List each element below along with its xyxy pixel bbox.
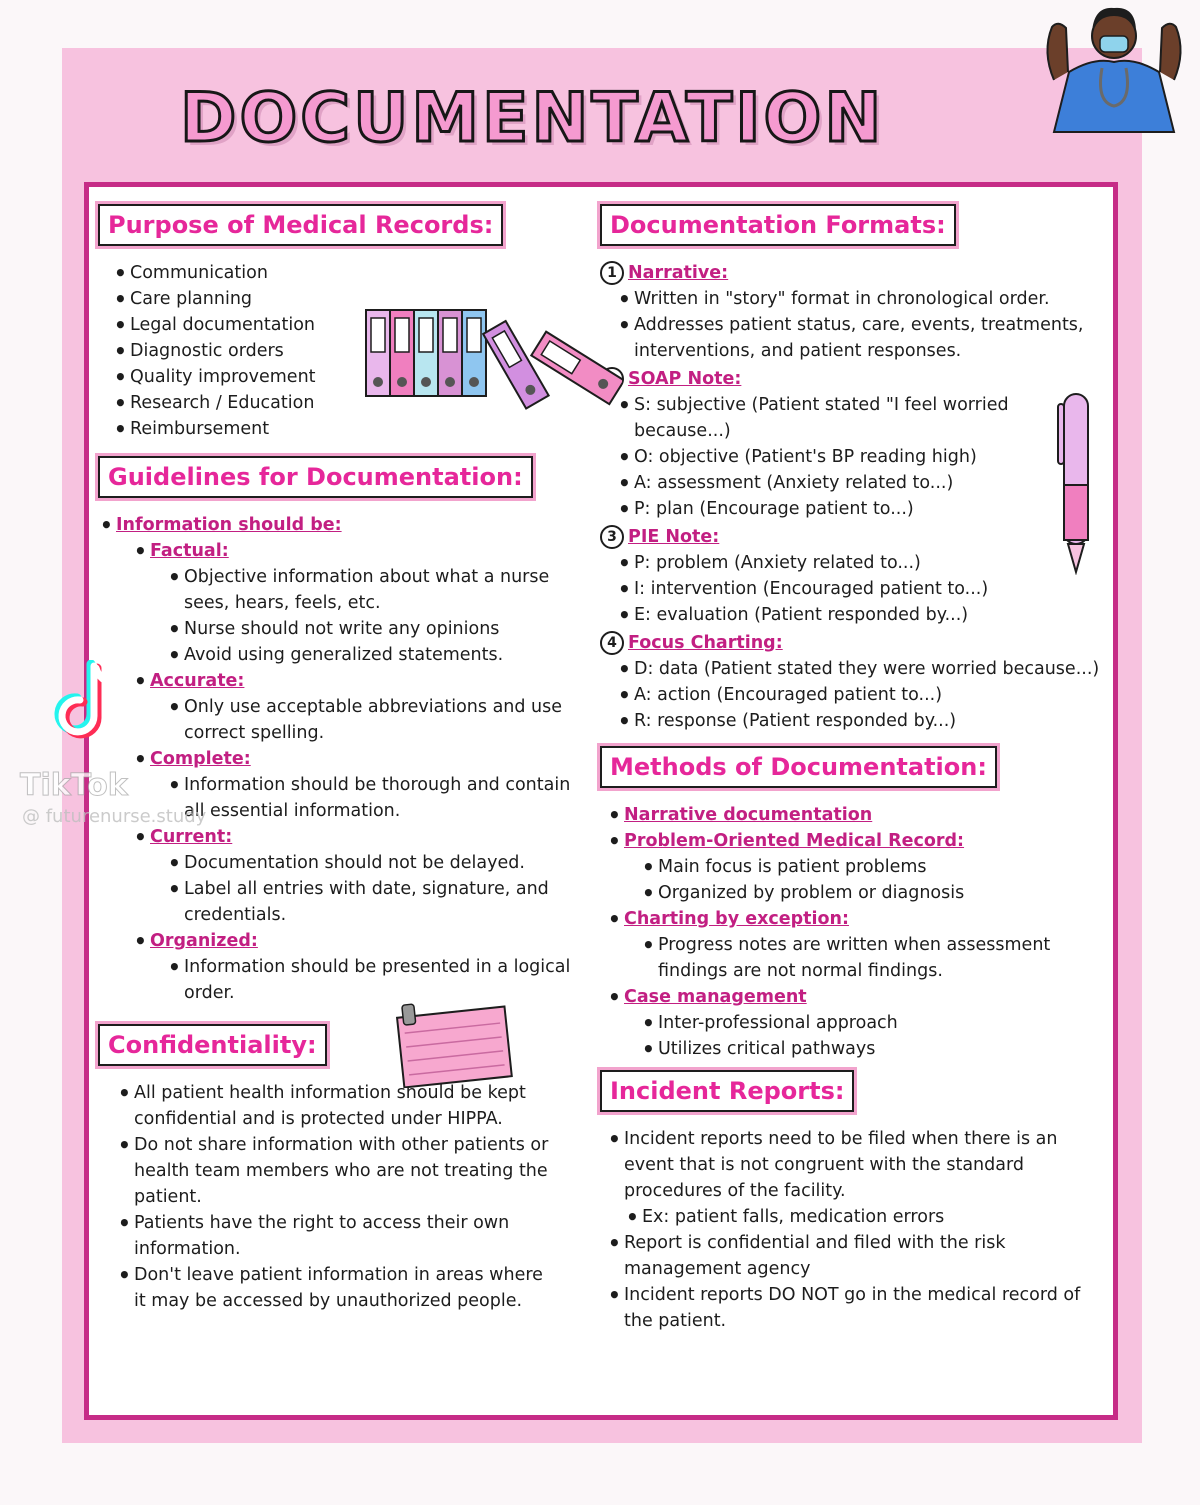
right-column <box>600 200 1105 1334</box>
list-item: • Incident reports need to be filed when there is an event that is not congruent with the standard procedures of the facility. • Ex: patient falls, medication errors <box>606 1126 1096 1230</box>
incident-heading: Incident Reports: <box>600 1070 854 1112</box>
list-item: • Information should be thorough and contain all essential information. <box>166 772 578 824</box>
list-item <box>132 668 578 746</box>
list-item: • Label all entries with date, signature, and credentials. <box>166 876 578 928</box>
guidelines-heading: Guidelines for Documentation: <box>98 456 533 498</box>
list-item: • Patients have the right to access their own information. <box>116 1210 556 1262</box>
list-item: • Ex: patient falls, medication errors <box>624 1204 1096 1230</box>
format-label: PIE Note: <box>628 527 720 547</box>
list-item: • E: evaluation (Patient responded by...) <box>616 602 1105 628</box>
sticky-note-icon <box>394 998 514 1088</box>
confidentiality-list <box>116 1080 556 1314</box>
group-label-complete: Complete: <box>150 749 251 769</box>
list-item: • A: action (Encouraged patient to...) <box>616 682 1105 708</box>
purpose-heading: Purpose of Medical Records: <box>98 204 503 246</box>
list-item: • Do not share information with other patients or health team members who are not treating the patient. <box>116 1132 556 1210</box>
list-item: • P: problem (Anxiety related to...) <box>616 550 1105 576</box>
list-item: • A: assessment (Anxiety related to...) <box>616 470 1036 496</box>
list-item: • Narrative documentation <box>606 802 1105 828</box>
list-item <box>132 824 578 928</box>
group-label-factual: Factual: <box>150 541 229 561</box>
list-item: • Reimbursement <box>112 416 578 442</box>
format-label: Narrative: <box>628 263 729 283</box>
format-number: 1 <box>600 261 624 285</box>
page-title: DOCUMENTATION <box>180 79 885 158</box>
list-item: • Charting by exception: • Progress notes are written when assessment findings are not normal findings. <box>606 906 1105 984</box>
list-item: • Main focus is patient problems <box>640 854 1105 880</box>
watermark-handle: @ futurenurse.study <box>22 806 207 827</box>
methods-list <box>606 802 1105 1062</box>
list-item: • Utilizes critical pathways <box>640 1036 1105 1062</box>
list-item: • Quality improvement <box>112 364 578 390</box>
list-item: • Information should be presented in a logical order. <box>166 954 578 1006</box>
list-item: • Don't leave patient information in areas where it may be accessed by unauthorized people. <box>116 1262 556 1314</box>
list-item: • O: objective (Patient's BP reading high) <box>616 444 1036 470</box>
list-item: • Report is confidential and filed with the risk management agency <box>606 1230 1096 1282</box>
list-item: • Organized by problem or diagnosis <box>640 880 1105 906</box>
group-label-accurate: Accurate: <box>150 671 245 691</box>
format-number: 4 <box>600 631 624 655</box>
list-item: • Only use acceptable abbreviations and use correct spelling. <box>166 694 578 746</box>
list-item: • Inter-professional approach <box>640 1010 1105 1036</box>
list-item: • Documentation should not be delayed. <box>166 850 578 876</box>
tiktok-logo <box>50 660 130 745</box>
list-item: • Addresses patient status, care, events, treatments, interventions, and patient responses. <box>616 312 1105 364</box>
list-item: • I: intervention (Encouraged patient to...) <box>616 576 1105 602</box>
guidelines-intro: Information should be: <box>116 515 342 535</box>
list-item: • Written in "story" format in chronological order. <box>616 286 1105 312</box>
pen-icon <box>1056 390 1096 575</box>
list-item: • Problem-Oriented Medical Record: • Main focus is patient problems • Organized by problem or diagnosis <box>606 828 1105 906</box>
list-item <box>98 512 578 1006</box>
formats-heading: Documentation Formats: <box>600 204 956 246</box>
format-narrative <box>600 260 1105 364</box>
list-item <box>132 538 578 668</box>
list-item: • Avoid using generalized statements. <box>166 642 578 668</box>
list-item: • S: subjective (Patient stated "I feel worried because...) <box>616 392 1036 444</box>
list-item: • D: data (Patient stated they were worried because...) <box>616 656 1105 682</box>
guidelines-list <box>98 512 578 1006</box>
watermark-brand: TikTok <box>20 768 128 803</box>
list-item: • Incident reports DO NOT go in the medical record of the patient. <box>606 1282 1096 1334</box>
format-label: Focus Charting: <box>628 633 783 653</box>
format-label: SOAP Note: <box>628 369 742 389</box>
group-label-organized: Organized: <box>150 931 258 951</box>
list-item: • Care planning <box>112 286 578 312</box>
incident-list <box>606 1126 1096 1334</box>
list-item: • Progress notes are written when assessment findings are not normal findings. <box>640 932 1060 984</box>
list-item <box>132 928 578 1006</box>
binder-icon <box>362 302 622 412</box>
list-item: • Objective information about what a nurse sees, hears, feels, etc. <box>166 564 578 616</box>
list-item: • P: plan (Encourage patient to...) <box>616 496 1036 522</box>
list-item: • Case management • Inter-professional approach • Utilizes critical pathways <box>606 984 1105 1062</box>
format-soap <box>600 366 1105 522</box>
format-number: 3 <box>600 525 624 549</box>
group-label-current: Current: <box>150 827 233 847</box>
format-focus <box>600 630 1105 734</box>
list-item: • Communication <box>112 260 578 286</box>
methods-heading: Methods of Documentation: <box>600 746 997 788</box>
list-item: • Nurse should not write any opinions <box>166 616 578 642</box>
format-pie <box>600 524 1105 628</box>
list-item: • All patient health information should be kept confidential and is protected under HIPPA. <box>116 1080 556 1132</box>
nurse-icon <box>1034 2 1194 137</box>
list-item: • Legal documentation <box>112 312 578 338</box>
list-item: • Diagnostic orders <box>112 338 578 364</box>
confidentiality-heading: Confidentiality: <box>98 1024 327 1066</box>
list-item: • Research / Education <box>112 390 578 416</box>
list-item: • R: response (Patient responded by...) <box>616 708 1105 734</box>
